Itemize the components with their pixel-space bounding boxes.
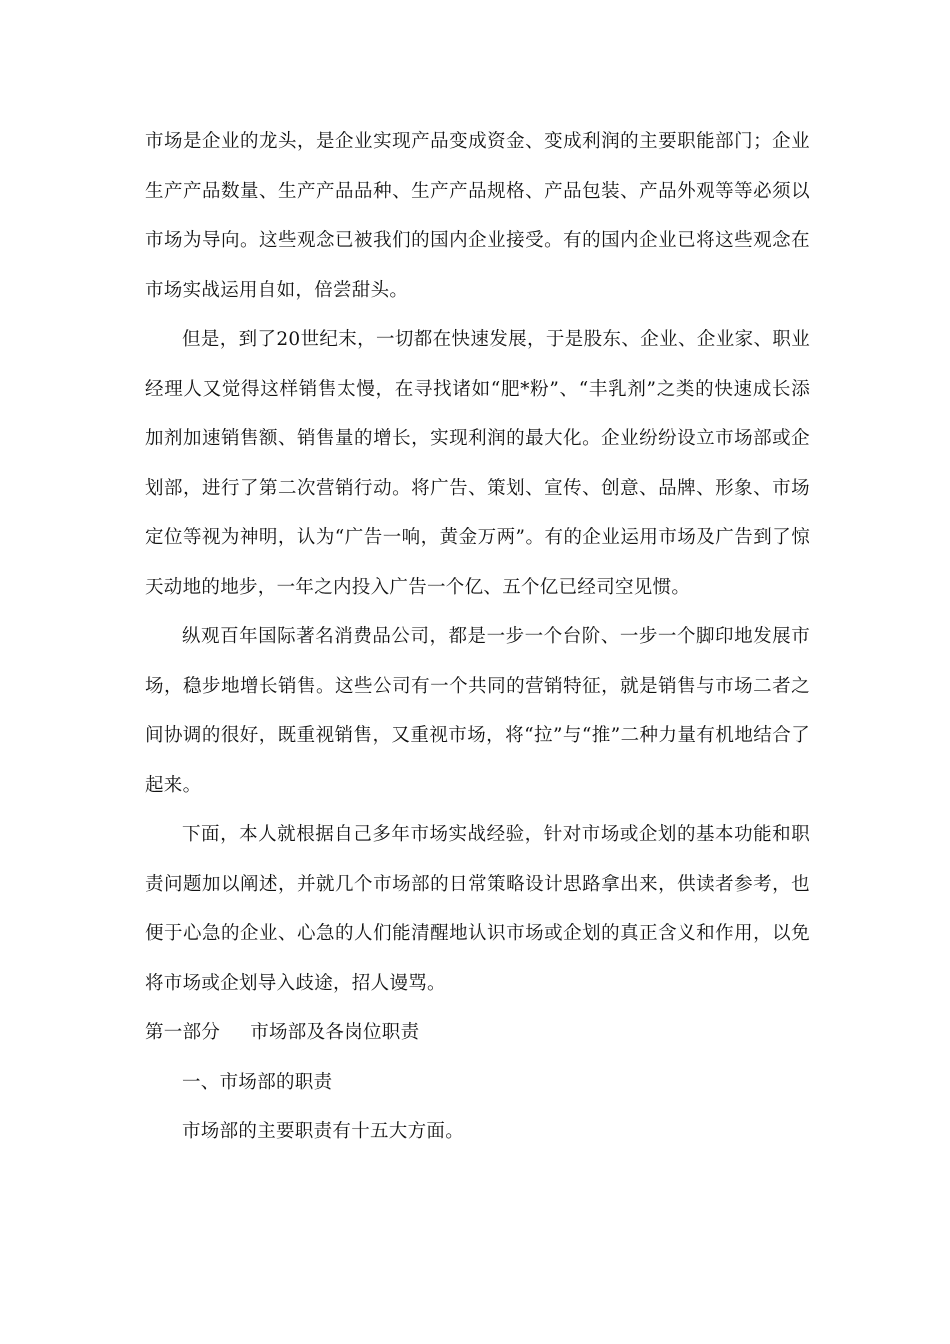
paragraph-duties-intro: 市场部的主要职责有十五大方面。: [182, 1121, 465, 1142]
section-heading: [145, 1008, 810, 1058]
paragraph-international-companies: 纵观百年国际著名消费品公司，都是一步一个台阶、一步一个脚印地发展市场，稳步地增长销售。这些公司有一个共同的营销特征，就是销售与市场二者之间协调的很好，既重视销售，又重视市场，将“拉”与“推”二种力量有机地结合了起来。: [145, 626, 810, 796]
section-number: 第一部分: [145, 1022, 221, 1043]
section-title: 市场部及各岗位职责: [250, 1022, 420, 1043]
subsection-heading: 一、市场部的职责: [182, 1071, 333, 1093]
paragraph-introduction: 下面，本人就根据自己多年市场实战经验，针对市场或企划的基本功能和职责问题加以阐述，并就几个市场部的日常策略设计思路拿出来，供读者参考，也便于心急的企业、心急的人们能清醒地认识市场或企划的真正含义和作用，以免将市场或企划导入歧途，招人谩骂。: [145, 824, 810, 994]
document-body: [145, 117, 810, 1157]
paragraph-20th-century: 但是，到了20世纪末，一切都在快速发展，于是股东、企业、企业家、职业经理人又觉得这样销售太慢，在寻找诸如“肥*粉”、“丰乳剂”之类的快速成长添加剂加速销售额、销售量的增长，实现利润的最大化。企业纷纷设立市场部或企划部，进行了第二次营销行动。将广告、策划、宣传、创意、品牌、形象、市场定位等视为神明，认为“广告一响，黄金万两”。有的企业运用市场及广告到了惊天动地的地步，一年之内投入广告一个亿、五个亿已经司空见惯。: [145, 329, 810, 598]
paragraph-market-role: 市场是企业的龙头，是企业实现产品变成资金、变成利润的主要职能部门；企业生产产品数量、生产产品品种、生产产品规格、产品包装、产品外观等等必须以市场为导向。这些观念已被我们的国内企业接受。有的国内企业已将这些观念在市场实战运用自如，倍尝甜头。: [145, 131, 810, 301]
